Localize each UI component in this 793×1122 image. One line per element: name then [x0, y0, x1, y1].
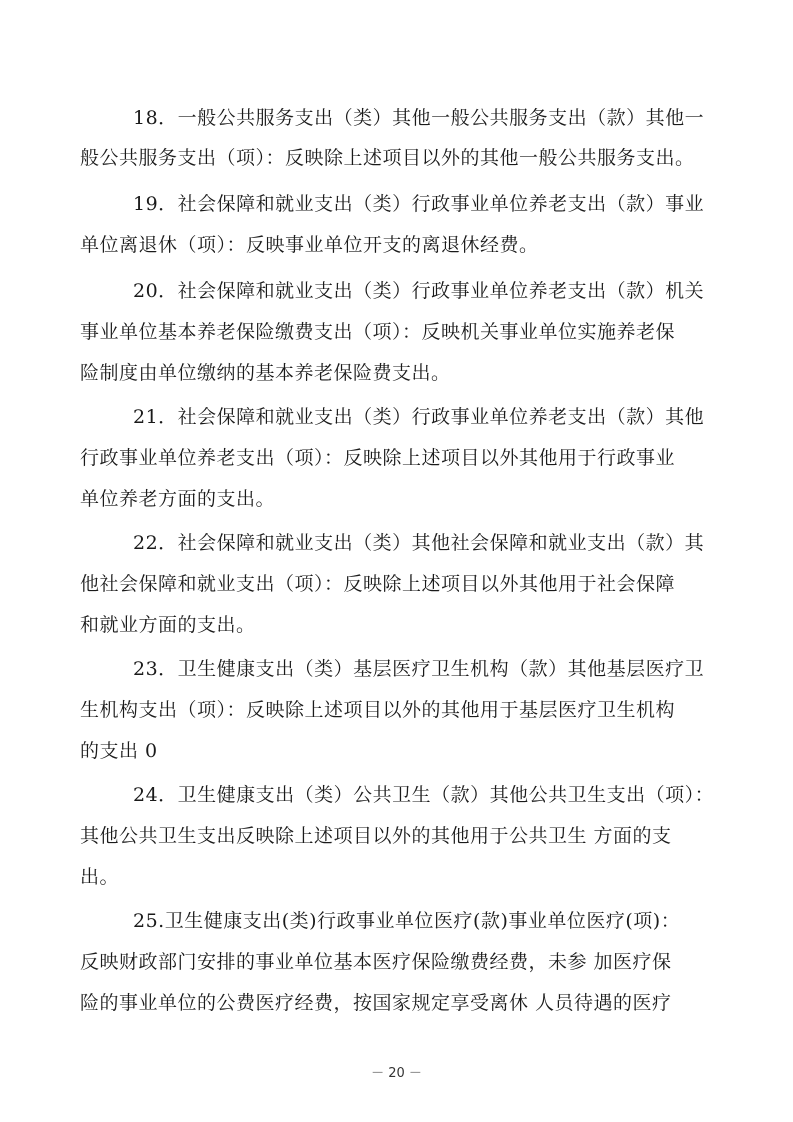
text-line: 21．社会保障和就业支出（类）行政事业单位养老支出（款）其他: [133, 406, 705, 428]
text-line: 反映财政部门安排的事业单位基本医疗保险缴费经费，未参 加医疗保: [80, 951, 672, 973]
text-line: 单位离退休（项）：反映事业单位开支的离退休经费。: [80, 234, 539, 256]
text-line: 20．社会保障和就业支出（类）行政事业单位养老支出（款）机关: [133, 280, 705, 302]
text-line: 22．社会保障和就业支出（类）其他社会保障和就业支出（款）其: [133, 532, 705, 554]
text-line: 出。: [80, 866, 120, 888]
text-line: 险的事业单位的公费医疗经费，按国家规定享受离休 人员待遇的医疗: [80, 992, 672, 1014]
text-line: 23．卫生健康支出（类）基层医疗卫生机构（款）其他基层医疗卫: [133, 658, 705, 680]
text-line: 18．一般公共服务支出（类）其他一般公共服务支出（款）其他一: [133, 107, 705, 129]
text-line: 和就业方面的支出。: [80, 614, 256, 636]
text-line: 的支出 0: [80, 740, 158, 762]
text-line: 他社会保障和就业支出（项）：反映除上述项目以外其他用于社会保障: [80, 573, 676, 595]
text-line: 19．社会保障和就业支出（类）行政事业单位养老支出（款）事业: [133, 193, 705, 215]
text-line: 行政事业单位养老支出（项）：反映除上述项目以外其他用于行政事业: [80, 447, 676, 469]
text-line: 单位养老方面的支出。: [80, 488, 276, 510]
text-line: 25.卫生健康支出(类)行政事业单位医疗(款)事业单位医疗(项)：: [133, 910, 681, 932]
text-line: 险制度由单位缴纳的基本养老保险费支出。: [80, 362, 451, 384]
text-line: 其他公共卫生支出反映除上述项目以外的其他用于公共卫生 方面的支: [80, 825, 672, 847]
text-line: 般公共服务支出（项）：反映除上述项目以外的其他一般公共服务支出。: [80, 147, 695, 169]
page-number: － 20 －: [371, 1066, 422, 1081]
text-line: 事业单位基本养老保险缴费支出（项）：反映机关事业单位实施养老保: [80, 321, 676, 343]
text-line: 生机构支出（项）：反映除上述项目以外的其他用于基层医疗卫生机构: [80, 699, 676, 721]
text-line: 24．卫生健康支出（类）公共卫生（款）其他公共卫生支出（项）：: [133, 784, 715, 806]
